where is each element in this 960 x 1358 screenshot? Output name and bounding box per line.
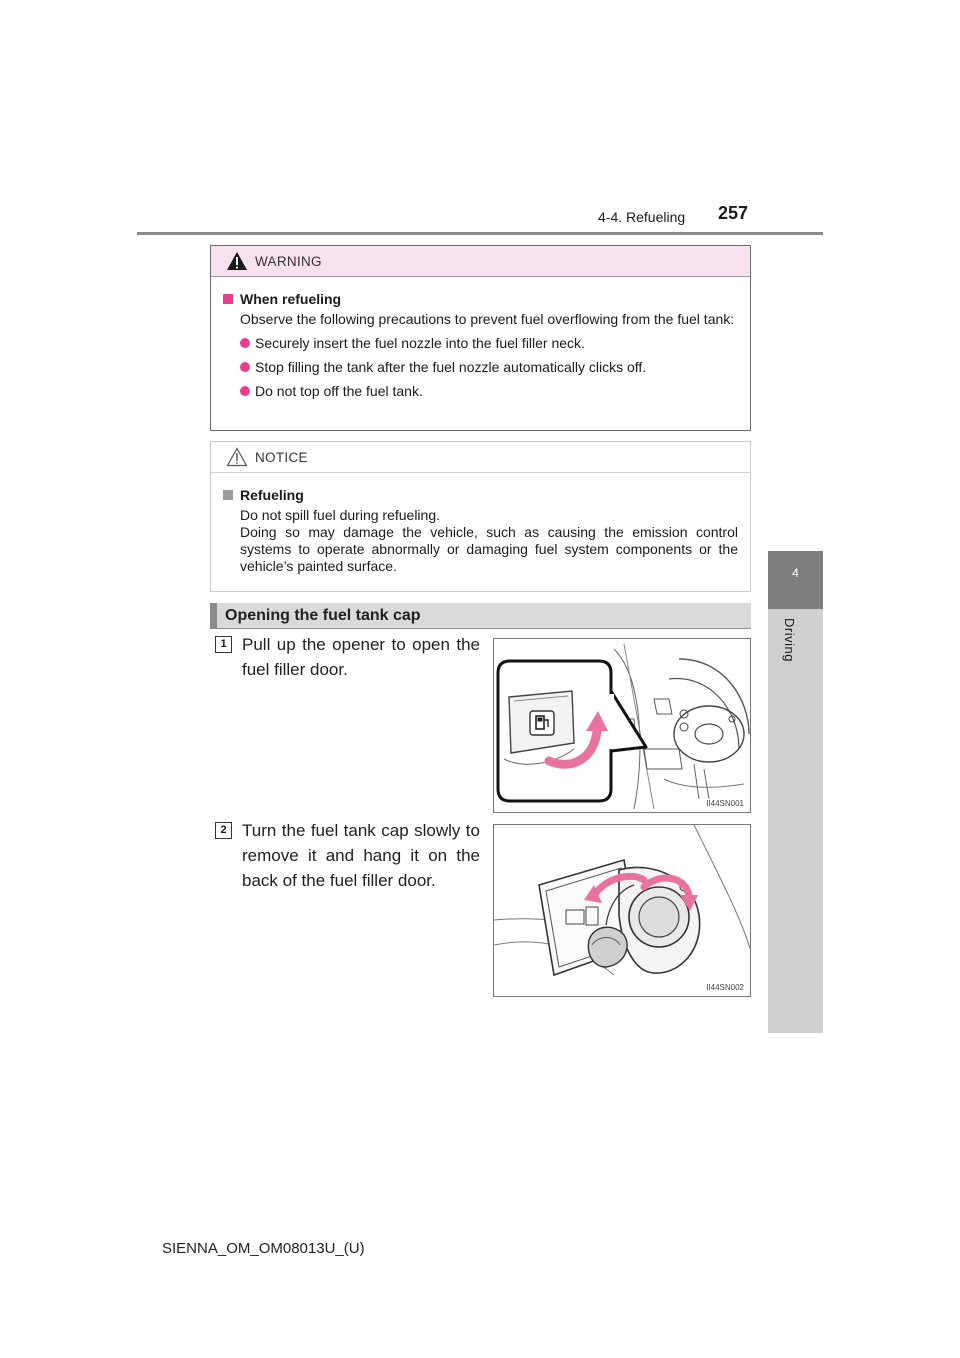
list-item-text: Do not top off the fuel tank.: [255, 383, 423, 399]
chapter-number: 4: [792, 566, 799, 580]
document-id: SIENNA_OM_OM08013U_(U): [162, 1240, 365, 1257]
header-rule: [137, 232, 823, 235]
notice-title: NOTICE: [255, 450, 308, 465]
chapter-tab: [768, 551, 823, 609]
warning-box: [210, 245, 751, 431]
notice-box: [210, 441, 751, 592]
dashboard-illustration: [494, 639, 751, 813]
section-heading-bar: [210, 603, 751, 629]
fuel-cap-illustration: [494, 825, 751, 997]
list-item: [223, 383, 738, 400]
square-bullet-icon: [223, 294, 233, 304]
warning-triangle-icon: [226, 251, 248, 271]
warning-intro: Observe the following precautions to prevent fuel overflowing from the fuel tank:: [240, 311, 735, 327]
circle-bullet-icon: [240, 338, 250, 348]
notice-header: [211, 442, 750, 473]
chapter-label: Driving: [782, 618, 797, 662]
fuel-door-opener-figure: [493, 638, 751, 813]
figure-code: II44SN001: [706, 799, 744, 808]
circle-bullet-icon: [240, 386, 250, 396]
fuel-cap-figure: [493, 824, 751, 997]
section-heading: Opening the fuel tank cap: [225, 607, 421, 624]
page-number: 257: [718, 203, 749, 223]
list-item: [223, 335, 738, 352]
step-number-badge: 1: [215, 636, 232, 653]
notice-line-2: Doing so may damage the vehicle, such as causing the emission control systems to operate abnormally or damaging fuel system components or the vehicle’s painted surface.: [240, 524, 738, 574]
warning-header: [211, 246, 750, 277]
notice-heading-text: Refueling: [240, 487, 304, 503]
list-item: [223, 359, 738, 376]
warning-body: [211, 277, 750, 400]
notice-body: [211, 473, 750, 575]
section-title: 4-4. Refueling: [598, 209, 686, 225]
square-bullet-icon: [223, 490, 233, 500]
step-number-badge: 2: [215, 822, 232, 839]
warning-heading: [223, 291, 738, 308]
notice-line-1: Do not spill fuel during refueling.: [240, 507, 441, 523]
step-text: Pull up the opener to open the fuel filler door.: [242, 635, 480, 679]
list-item-text: Securely insert the fuel nozzle into the fuel filler neck.: [255, 335, 585, 351]
notice-heading: [223, 487, 738, 504]
list-item-text: Stop filling the tank after the fuel nozzle automatically clicks off.: [255, 359, 647, 375]
caution-triangle-icon: [226, 447, 248, 467]
warning-heading-text: When refueling: [240, 291, 342, 307]
warning-title: WARNING: [255, 254, 322, 269]
step-text: Turn the fuel tank cap slowly to remove it and hang it on the back of the fuel filler door.: [242, 821, 480, 890]
chapter-strip: [768, 609, 823, 1033]
circle-bullet-icon: [240, 362, 250, 372]
figure-code: II44SN002: [706, 983, 744, 992]
